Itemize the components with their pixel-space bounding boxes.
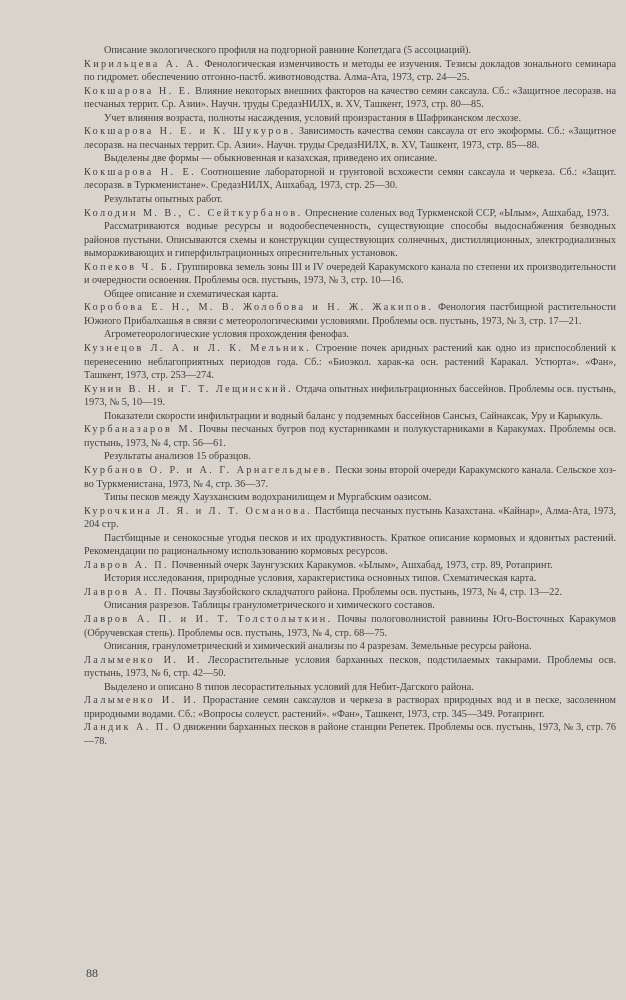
entry-author: Лавров А. П. и И. Т. Толстолыткин. [84, 613, 333, 625]
entry-citation [84, 166, 616, 193]
entry-reference: Влияние некоторых внешних факторов на качество семян саксаула. Сб.: «Защитное лесоразв. на песчаных террит. Ср. Азии». Научн. труды СредазНИЛХ, в. XV, Ташкент, 1973, стр. 80—85. [84, 85, 616, 111]
entry-author: Кунин В. Н. и Г. Т. Лещинский. [84, 383, 293, 395]
bibliography-entry [84, 654, 616, 695]
entry-citation [84, 721, 616, 748]
entry-reference: Почвы Заузбойского складчатого района. Проблемы осв. пустынь, 1973, № 4, стр. 13—22. [168, 586, 562, 598]
bibliography-entry [84, 721, 616, 748]
entry-author: Кузнецов Л. А. и Л. К. Мельник. [84, 343, 312, 355]
entry-annotation: Общее описание и схематическая карта. [104, 288, 279, 300]
entry-author: Лалыменко И. И. [84, 695, 199, 707]
bibliography-list [84, 44, 616, 748]
entry-reference: Почвы пологоволнистой равнины Юго-Восточных Каракумов (Обручевская степь). Проблемы осв. пустынь, 1973, № 4, стр. 68—75. [84, 613, 616, 639]
entry-reference: Почвенный очерк Заунгузских Каракумов. «Ылым», Ашхабад, 1973, стр. 89, Ротапринт. [168, 559, 553, 571]
entry-citation [84, 654, 616, 681]
entry-citation [84, 423, 616, 450]
entry-citation [84, 58, 616, 85]
bibliography-entry [84, 58, 616, 85]
bibliography-entry [84, 559, 616, 586]
entry-citation [84, 559, 616, 573]
bibliography-entry [84, 586, 616, 613]
entry-reference: Лесорастительные условия барханных песков, подстилаемых такырами. Проблемы осв. пустынь, 1973, № 6, стр. 42—50. [84, 654, 616, 680]
bibliography-entry [84, 613, 616, 654]
entry-author: Колодин М. В., С. Сейткурбанов. [84, 207, 303, 219]
entry-citation [84, 261, 616, 288]
entry-annotation: Выделено и описано 8 типов лесорастительных условий для Небит-Дагского района. [104, 681, 474, 693]
entry-reference: Опреснение соленых вод Туркменской ССР, «Ылым», Ашхабад, 1973. [302, 207, 610, 219]
entry-reference: Фенологическая изменчивость и методы ее изучения. Тезисы докладов зонального семинара по гидромет. обеспечению отгонно-пастб. животноводства. Алма-Ата, 1973, стр. 24—25. [84, 58, 617, 84]
entry-author: Лавров А. П. [84, 559, 169, 571]
bibliography-entry [84, 125, 616, 166]
entry-author: Коробова Е. Н., М. В. Жолобова и Н. Ж. Жакипов. [84, 302, 434, 314]
entry-author: Курбанов О. Р. и А. Г. Арнагельдыев. [84, 464, 333, 476]
bibliography-entry [84, 342, 616, 383]
bibliography-entry [84, 505, 616, 559]
entry-annotation: История исследования, природные условия, характеристика основных типов. Схематическая карта. [104, 573, 537, 585]
entry-reference: Почвы песчаных бугров под кустарниками и полукустарниками в Каракумах. Проблемы осв. пустынь, 1973, № 4, стр. 56—61. [84, 424, 617, 449]
bibliography-entry [84, 301, 616, 342]
entry-annotation: Описание экологического профиля на подгорной равнине Копетдага (5 ассоциаций). [104, 45, 471, 56]
bibliography-entry [84, 464, 616, 505]
bibliography-entry [84, 423, 616, 464]
entry-reference: Пастбища песчаных пустынь Казахстана. «Кайнар», Алма-Ата, 1973, 204 стр. [84, 505, 616, 531]
entry-citation [84, 613, 616, 640]
bibliography-entry [84, 44, 616, 58]
entry-reference: Соотношение лабораторной и грунтовой всхожести семян саксаула и черкеза. Сб.: «Защит. лесоразв. в Туркменистане». СредазНИЛХ, Ашхабад, 1973, стр. 25—30. [84, 166, 616, 192]
entry-author: Кокшарова Н. Е. [84, 85, 193, 97]
entry-annotation: Агрометеорологические условия прохождения фенофаз. [104, 329, 349, 341]
entry-citation [84, 464, 616, 491]
entry-citation [84, 301, 616, 328]
entry-annotation: Описания разрезов. Таблицы гранулометрического и химического составов. [104, 600, 435, 612]
entry-author: Ландик А. П. [84, 722, 171, 734]
entry-author: Копеков Ч. Б. [84, 261, 175, 273]
entry-annotation: Пастбищные и сенокосные угодья песков и их продуктивность. Краткое описание кормовых и ядовитых растений. Рекомендации по рациональному использованию кормовых ресурсов. [84, 532, 616, 558]
bibliography-entry [84, 694, 616, 721]
entry-annotation: Результаты анализов 15 образцов. [104, 451, 251, 463]
entry-author: Курочкина Л. Я. и Л. Т. Османова. [84, 505, 313, 517]
entry-author: Лалыменко И. И. [84, 654, 202, 666]
page-number: 88 [86, 966, 98, 980]
entry-author: Лавров А. П. [84, 586, 169, 598]
entry-reference: Пески зоны второй очереди Каракумского канала. Сельское хоз-во Туркменистана, 1973, № 4, стр. 36—37. [84, 464, 616, 490]
entry-reference: Прорастание семян саксаулов и черкеза в растворах природных вод и в песке, засоленном природными водами. Сб.: «Вопросы солеуст. растений». «Фан», Ташкент, 1973, стр. 345—349. Ротапринт. [84, 695, 617, 720]
entry-author: Кокшарова Н. Е. [84, 166, 197, 178]
bibliography-entry [84, 261, 616, 302]
entry-citation [84, 342, 616, 383]
bibliography-entry [84, 166, 616, 207]
entry-reference: О движении барханных песков в районе станции Репетек. Проблемы осв. пустынь, 1973, № 3, стр. 76—78. [84, 722, 616, 747]
entry-citation [84, 586, 616, 600]
entry-reference: Зависимость качества семян саксаула от его экоформы. Сб.: «Защитное лесоразв. на песчаных террит. Ср. Азии». Научн. труды СредазНИЛХ, в. XV, Ташкент, 1973, стр. 85—88. [84, 126, 616, 151]
bibliography-entry [84, 207, 616, 261]
entry-annotation: Показатели скорости инфильтрации и водный баланс у подземных бассейнов Сансыз, Сайнаксак, Уру и Карыкуль. [104, 410, 603, 422]
entry-citation [84, 505, 616, 532]
entry-reference: Отдача опытных инфильтрационных бассейнов. Проблемы осв. пустынь, 1973, № 5, 10—19. [84, 383, 616, 409]
entry-author: Курбаназаров М. [84, 424, 195, 436]
entry-citation [84, 383, 616, 410]
entry-reference: Строение почек аридных растений как одно из приспособлений к перенесению неблагоприятных периодов года. Сб.: «Биоэкол. харак-ка осн. растений Каракал. Устюрта». «Фан», Ташкент, 1973, стр. 253—274. [84, 343, 617, 382]
bibliography-entry [84, 85, 616, 126]
entry-reference: Фенология пастбищной растительности Южного Прибалхашья в связи с метеорологическими условиями. Проблемы осв. пустынь, 1973, № 3, стр. 17—21. [84, 302, 617, 327]
entry-citation [84, 207, 616, 221]
entry-annotation: Результаты опытных работ. [104, 194, 223, 206]
entry-citation [84, 125, 616, 152]
entry-annotation: Типы песков между Хаузханским водохранилищем и Мургабским оазисом. [104, 492, 432, 504]
bibliography-entry [84, 383, 616, 424]
entry-annotation: Описания, гранулометрический и химический анализы по 4 разрезам. Земельные ресурсы района. [104, 641, 532, 653]
entry-reference: Группировка земель зоны III и IV очередей Каракумского канала по степени их производительности и очередности освоения. Проблемы осв. пустынь, 1973, № 3, стр. 10—16. [84, 261, 616, 287]
entry-citation [84, 694, 616, 721]
entry-citation [84, 85, 616, 112]
entry-annotation: Выделены две формы — обыкновенная и казахская, приведено их описание. [104, 153, 437, 165]
entry-author: Кирильцева А. А. [84, 58, 201, 70]
entry-author: Кокшарова Н. Е. и К. Шукуров. [84, 126, 296, 138]
entry-annotation: Рассматриваются водные ресурсы и водообеспеченность, существующие способы выдоснабжения безводных районов пустыни. Описываются схемы и конструкции существующих солнечных, дистилляционных, электродиализных вымораживающих и гиперфильтрационных опреснительных установок. [84, 221, 616, 260]
entry-annotation: Учет влияния возраста, полноты насаждения, условий произрастания в Шафриканском лесхозе. [104, 112, 521, 124]
